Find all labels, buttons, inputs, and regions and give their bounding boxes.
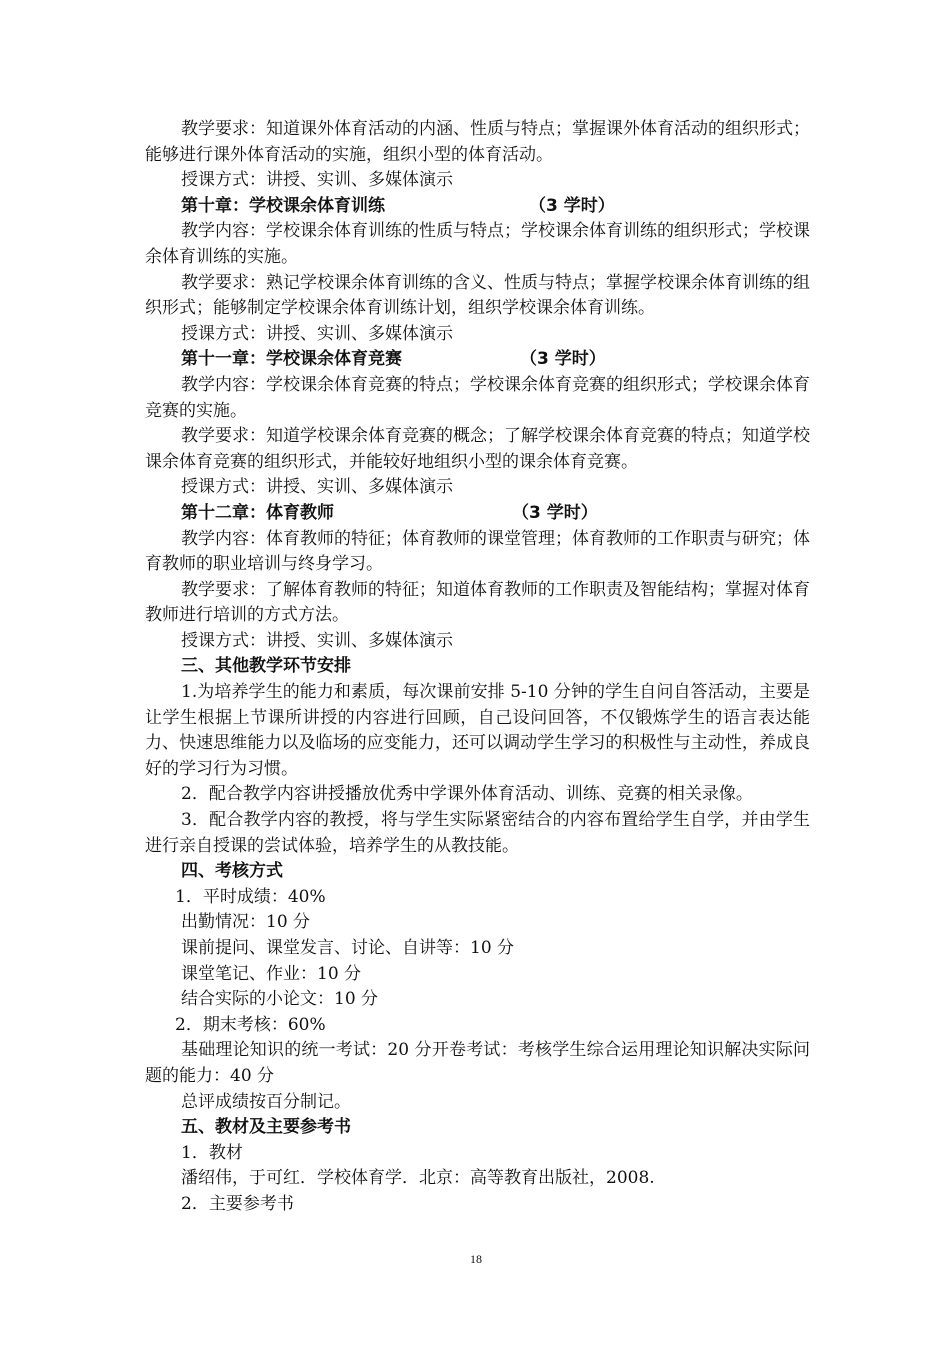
section-5-heading: 五、教材及主要参考书 [181,1117,351,1138]
ch9-requirements: 教学要求：知道课外体育活动的内涵、性质与特点；掌握课外体育活动的组织形式；能够进行课外体育活动的实施，组织小型的体育活动。 [145,119,810,165]
ch10-hours: （3 学时） [529,195,615,216]
ch10-requirements: 教学要求：熟记学校课余体育训练的含义、性质与特点；掌握学校课余体育训练的组织形式；能够制定学校课余体育训练计划，组织学校课余体育训练。 [145,272,810,319]
ch10-method: 授课方式：讲授、实训、多媒体演示 [181,323,453,344]
section-3-item-3: 3．配合教学内容的教授，将与学生实际紧密结合的内容布置给学生自学，并由学生进行亲自授课的尝试体验，培养学生的从教技能。 [145,810,810,856]
regular-score: 1．平时成绩：40% [175,886,326,907]
ch11-heading [145,347,810,373]
section-4-heading: 四、考核方式 [181,861,283,882]
section-3-item-2: 2．配合教学内容讲授播放优秀中学课外体育活动、训练、竞赛的相关录像。 [181,784,753,805]
ch12-content: 教学内容：体育教师的特征；体育教师的课堂管理；体育教师的工作职责与研究；体育教师的职业培训与终身学习。 [145,528,810,575]
ch12-heading [145,501,810,527]
ch11-requirements: 教学要求：知道学校课余体育竞赛的概念；了解学校课余体育竞赛的特点；知道学校课余体育竞赛的组织形式，并能较好地组织小型的课余体育竞赛。 [145,426,810,472]
section-3-heading: 三、其他教学环节安排 [181,656,351,677]
document-body [145,117,810,1218]
page-number: 18 [470,1252,482,1266]
exam-detail: 基础理论知识的统一考试：20 分开卷考试：考核学生综合运用理论知识解决实际问题的能力：40 分 [145,1040,810,1086]
ch11-content: 教学内容：学校课余体育竞赛的特点；学校课余体育竞赛的组织形式；学校课余体育竞赛的实施。 [145,374,810,421]
ch12-requirements: 教学要求：了解体育教师的特征；知道体育教师的工作职责及智能结构；掌握对体育教师进行培训的方式方法。 [145,579,810,626]
ch9-method: 授课方式：讲授、实训、多媒体演示 [181,170,453,191]
mini-paper: 结合实际的小论文：10 分 [181,989,379,1010]
ch10-title: 第十章：学校课余体育训练 [181,195,385,216]
ch12-method: 授课方式：讲授、实训、多媒体演示 [181,630,453,651]
ch11-hours: （3 学时） [520,349,606,370]
notes-homework: 课堂笔记、作业：10 分 [181,963,362,984]
ch11-title: 第十一章：学校课余体育竞赛 [181,349,402,370]
ch10-heading [145,194,810,220]
section-3-item-1: 1.为培养学生的能力和素质，每次课前安排 5-10 分钟的学生自问自答活动，主要是让学生根据上节课所讲授的内容进行回顾，自己设问回答，不仅锻炼学生的语言表达能力、快速思维能力以及临场的应变能力，还可以调动学生学习的积极性与主动性，养成良好的学习行为习惯。 [145,682,810,779]
ch10-content: 教学内容：学校课余体育训练的性质与特点；学校课余体育训练的组织形式；学校课余体育训练的实施。 [145,221,810,267]
textbook-label: 1．教材 [181,1142,243,1163]
grading-note: 总评成绩按百分制记。 [181,1091,351,1112]
ch11-method: 授课方式：讲授、实训、多媒体演示 [181,477,453,498]
attendance: 出勤情况：10 分 [181,912,311,933]
ch12-title: 第十二章：体育教师 [181,502,334,523]
textbook-entry: 潘绍伟，于可红．学校体育学．北京：高等教育出版社，2008. [181,1168,655,1189]
ch12-hours: （3 学时） [512,502,598,523]
references-label: 2．主要参考书 [181,1193,294,1214]
class-participation: 课前提问、课堂发言、讨论、自讲等：10 分 [181,938,515,958]
final-exam: 2．期末考核：60% [175,1014,326,1035]
